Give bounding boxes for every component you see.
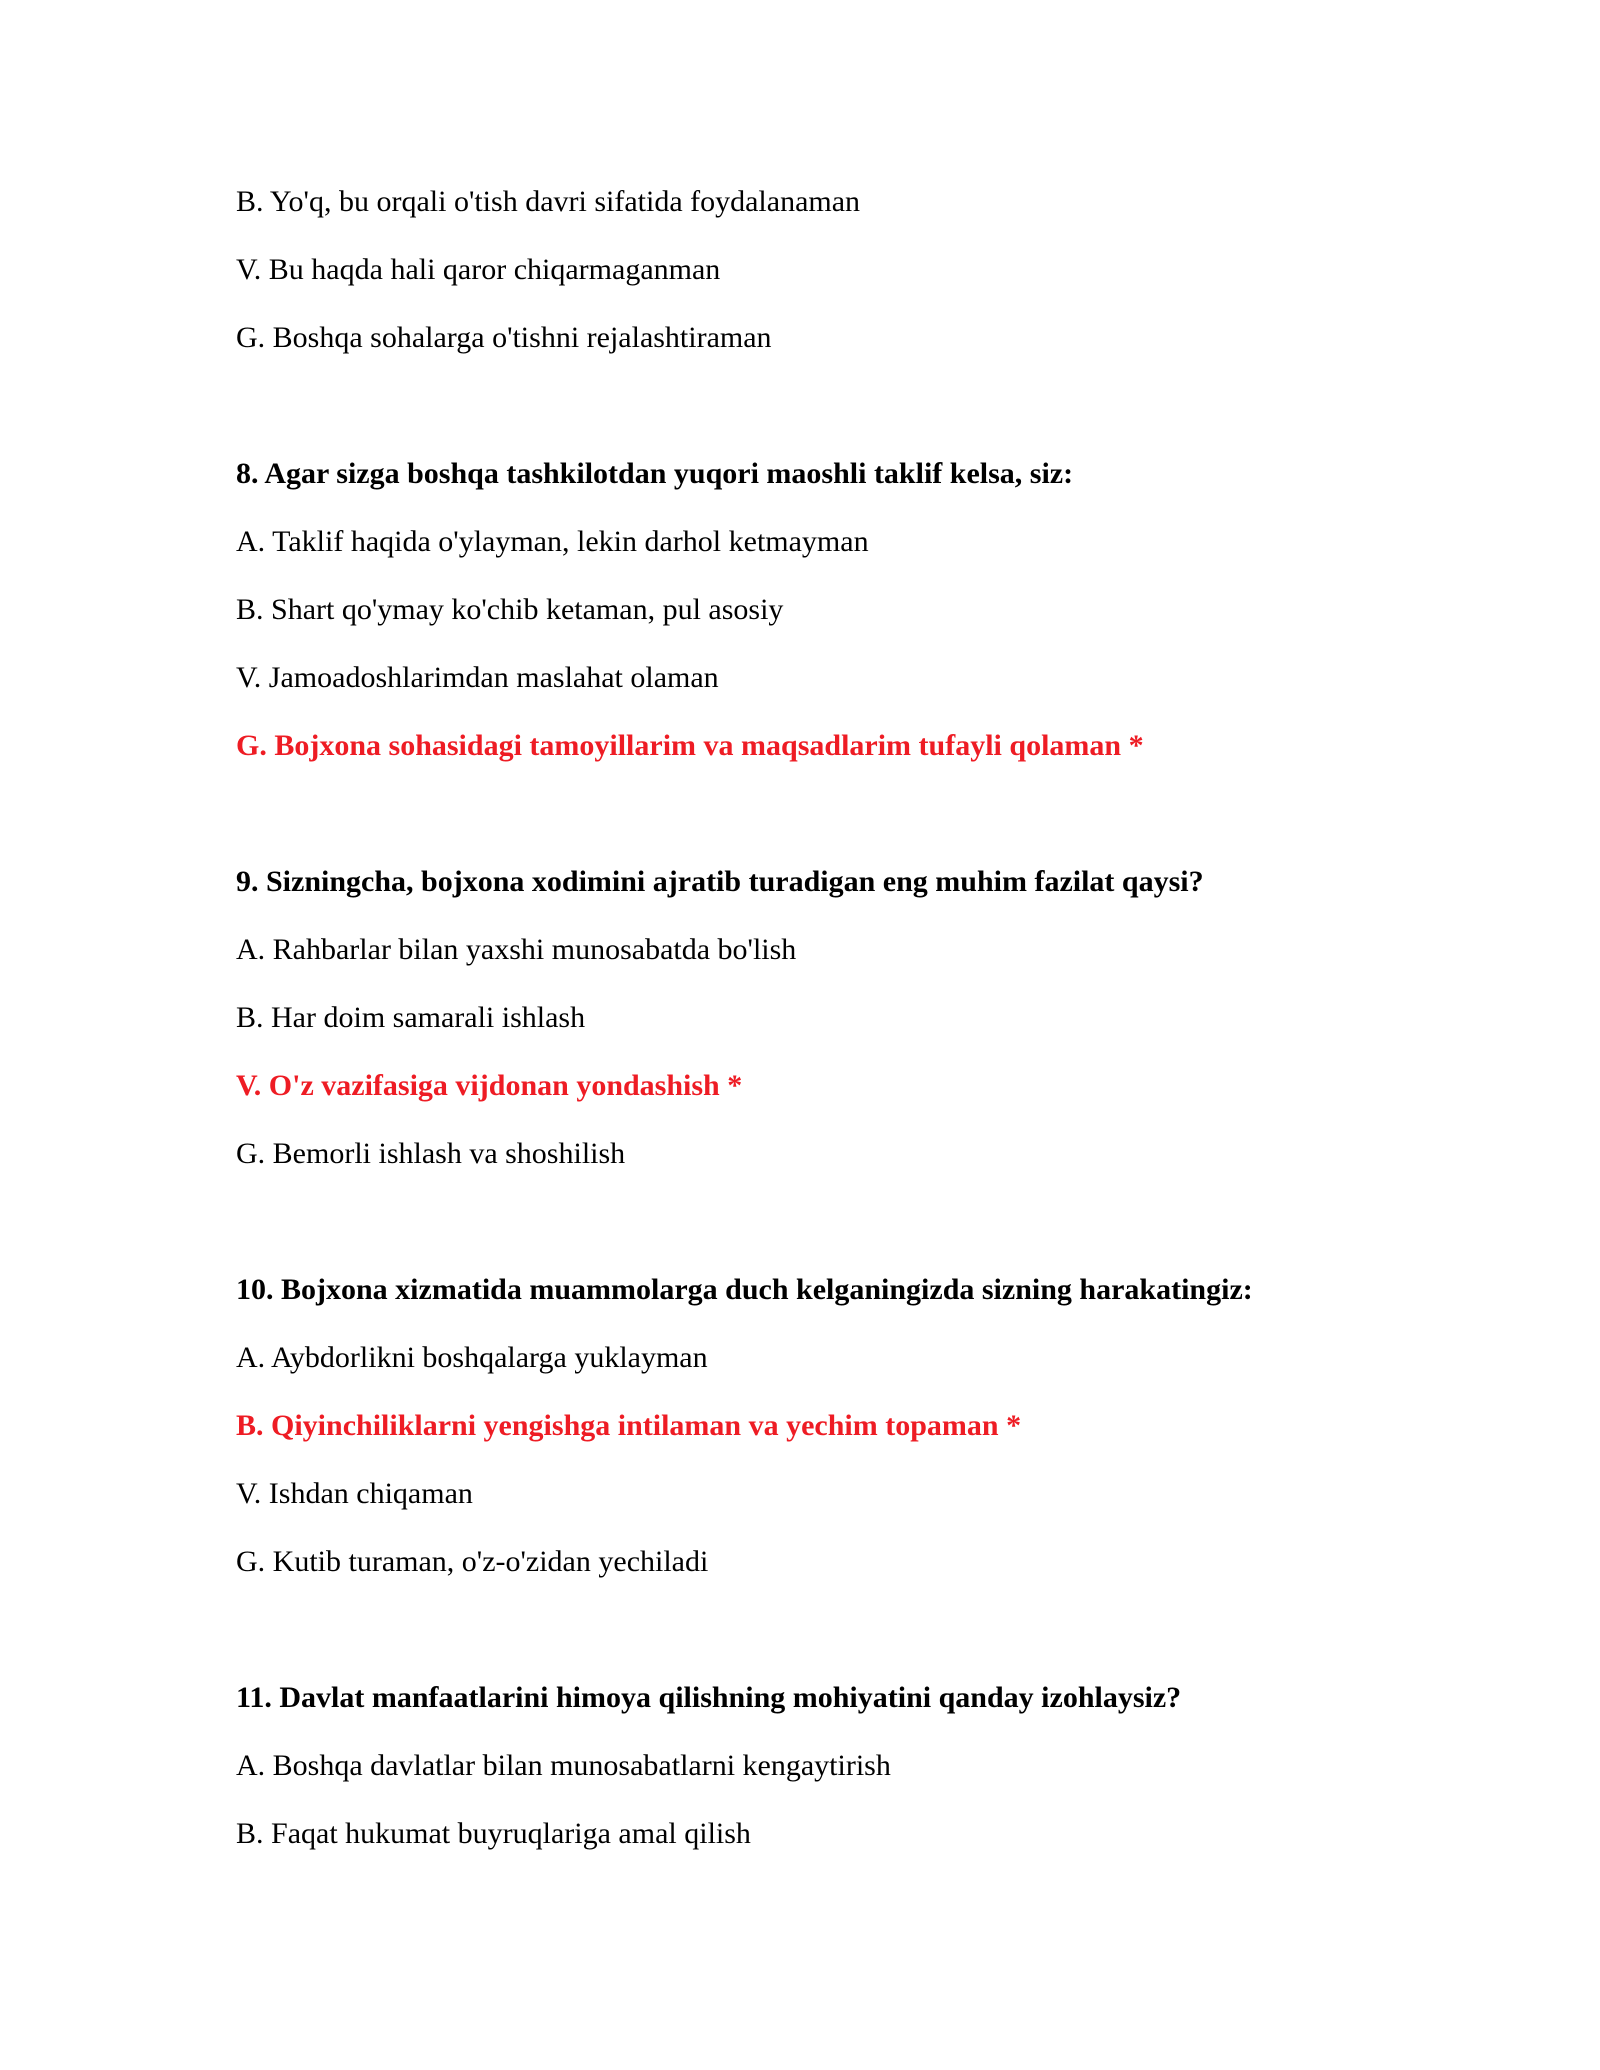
option-line: A. Rahbarlar bilan yaxshi munosabatda bo'lish [236, 933, 797, 966]
correct-option-line: G. Bojxona sohasidagi tamoyillarim va maqsadlarim tufayli qolaman * [236, 729, 1144, 762]
option-line: G. Boshqa sohalarga o'tishni rejalashtiraman [236, 321, 772, 354]
question-heading: 8. Agar sizga boshqa tashkilotdan yuqori maoshli taklif kelsa, siz: [236, 457, 1074, 490]
option-line: B. Shart qo'ymay ko'chib ketaman, pul asosiy [236, 593, 784, 626]
correct-option-line: V. O'z vazifasiga vijdonan yondashish * [236, 1069, 743, 1102]
question-heading: 9. Sizningcha, bojxona xodimini ajratib turadigan eng muhim fazilat qaysi? [236, 865, 1204, 898]
document-content [236, 184, 1416, 1884]
option-line: V. Jamoadoshlarimdan maslahat olaman [236, 661, 719, 694]
option-line: V. Bu haqda hali qaror chiqarmaganman [236, 253, 721, 286]
option-line: V. Ishdan chiqaman [236, 1477, 473, 1510]
option-line: B. Har doim samarali ishlash [236, 1001, 586, 1034]
question-block-8 [236, 456, 1416, 764]
option-line: B. Yo'q, bu orqali o'tish davri sifatida foydalanaman [236, 185, 861, 218]
question-heading: 11. Davlat manfaatlarini himoya qilishning mohiyatini qanday izohlaysiz? [236, 1681, 1182, 1714]
question-block-10 [236, 1272, 1416, 1580]
option-line: G. Kutib turaman, o'z-o'zidan yechiladi [236, 1545, 709, 1578]
question-block-9 [236, 864, 1416, 1172]
option-line: A. Aybdorlikni boshqalarga yuklayman [236, 1341, 708, 1374]
option-line: B. Faqat hukumat buyruqlariga amal qilish [236, 1817, 751, 1850]
option-line: A. Boshqa davlatlar bilan munosabatlarni kengaytirish [236, 1749, 891, 1782]
option-line: A. Taklif haqida o'ylayman, lekin darhol ketmayman [236, 525, 869, 558]
correct-option-line: B. Qiyinchiliklarni yengishga intilaman va yechim topaman * [236, 1409, 1022, 1442]
question-heading: 10. Bojxona xizmatida muammolarga duch kelganingizda sizning harakatingiz: [236, 1273, 1253, 1306]
leading-options-block [236, 184, 1416, 356]
question-block-11 [236, 1680, 1416, 1852]
option-line: G. Bemorli ishlash va shoshilish [236, 1137, 626, 1170]
